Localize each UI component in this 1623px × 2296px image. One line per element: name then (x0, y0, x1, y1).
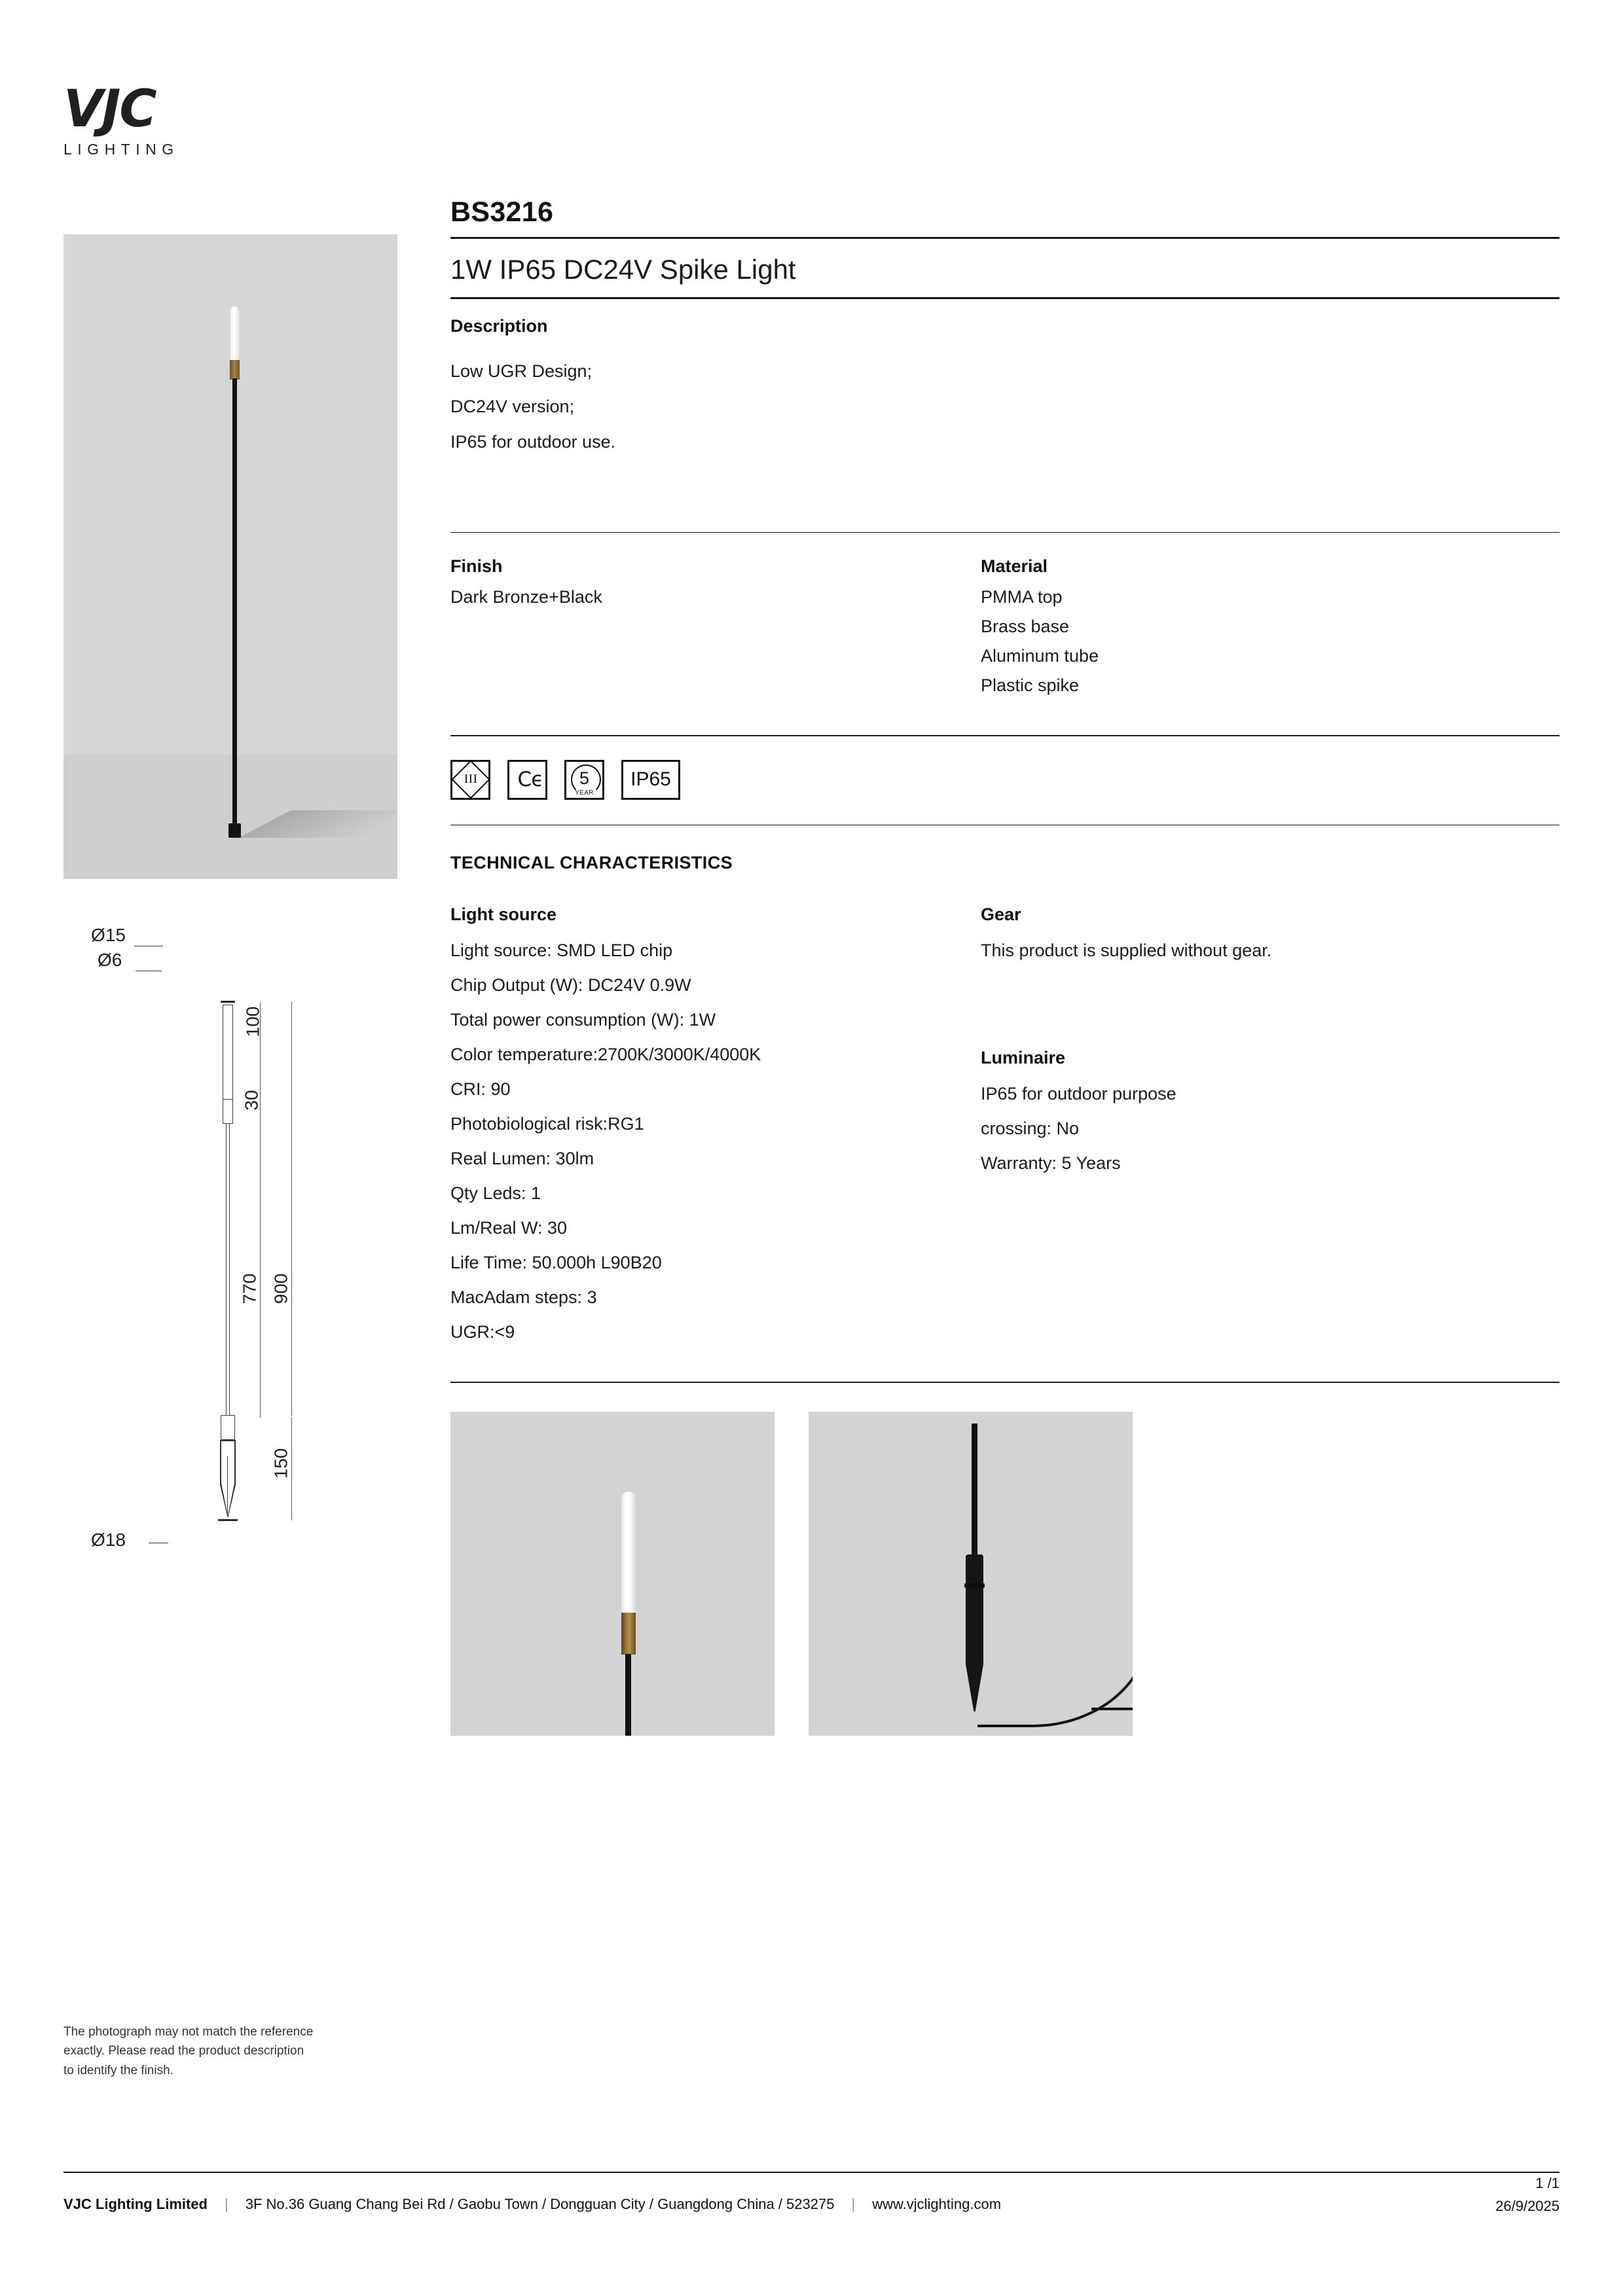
drawing-collar (223, 1100, 233, 1124)
light-source-line-12: UGR:<9 (450, 1322, 515, 1342)
light-source-line-2: Chip Output (W): DC24V 0.9W (450, 975, 691, 996)
product-hero-photo (64, 234, 397, 879)
product-code: BS3216 (450, 196, 554, 228)
logo-wordmark: VJC (64, 80, 156, 139)
disclaimer-line-3: to identify the finish. (64, 2063, 173, 2077)
finish-heading: Finish (450, 556, 503, 577)
description-block (450, 299, 1559, 451)
product-brass-collar (230, 360, 240, 380)
dimline-900-upper (291, 1002, 292, 1416)
warranty-years: 5 (579, 768, 590, 788)
divider-before-finish (450, 532, 1559, 533)
light-source-line-6: Photobiological risk:RG1 (450, 1114, 644, 1134)
divider-before-photos (450, 1382, 1559, 1383)
dimline-770 (260, 1123, 261, 1418)
dim-top-outer: Ø15 (91, 925, 126, 945)
detail-diffuser (621, 1492, 636, 1615)
gear-line-1: This product is supplied without gear. (981, 941, 1272, 961)
light-source-line-1: Light source: SMD LED chip (450, 941, 673, 961)
footer-separator-2: | (851, 2196, 856, 2212)
drawing-bottom-cap (218, 1519, 238, 1521)
finish-block (450, 556, 981, 694)
light-source-block (450, 905, 981, 1341)
description-line-1: Low UGR Design; (450, 361, 593, 381)
dim-900: 900 (270, 1273, 291, 1304)
light-source-line-7: Real Lumen: 30lm (450, 1149, 594, 1169)
finish-value: Dark Bronze+Black (450, 587, 602, 607)
product-diffuser (230, 306, 239, 362)
footer-separator-1: | (225, 2196, 228, 2212)
ip-rating-label: IP65 (630, 768, 671, 791)
class-iii-badge (450, 760, 490, 800)
class-iii-diamond-icon (451, 761, 490, 799)
gear-heading: Gear (981, 905, 1021, 925)
technical-row (450, 905, 1559, 1341)
luminaire-heading: Luminaire (981, 1048, 1066, 1068)
footer-company: VJC Lighting Limited (64, 2196, 208, 2212)
light-source-line-5: CRI: 90 (450, 1079, 511, 1100)
detail-spike-pole (972, 1424, 977, 1558)
page-footer (64, 2196, 1559, 2213)
detail-photo-row (450, 1412, 1559, 1736)
light-source-line-8: Qty Leds: 1 (450, 1183, 541, 1204)
detail-cable-tail (1091, 1708, 1133, 1710)
luminaire-line-1: IP65 for outdoor purpose (981, 1084, 1176, 1104)
detail-photo-spike (809, 1412, 1133, 1736)
drawing-spike-centerline (227, 1456, 228, 1515)
footer-address: 3F No.36 Guang Chang Bei Rd / Gaobu Town / Dongguan City / Guangdong China / 523275 (245, 2196, 835, 2212)
luminaire-line-2: crossing: No (981, 1119, 1080, 1139)
product-title: 1W IP65 DC24V Spike Light (450, 253, 796, 285)
detail-photo-head (450, 1412, 775, 1736)
disclaimer-line-1: The photograph may not match the reference (64, 2025, 314, 2039)
footer-meta (1495, 2172, 1559, 2217)
material-heading: Material (981, 556, 1048, 577)
light-source-line-4: Color temperature:2700K/3000K/4000K (450, 1045, 761, 1065)
dim-150: 150 (270, 1448, 291, 1479)
disclaimer-line-2: exactly. Please read the product description (64, 2044, 304, 2058)
light-source-line-3: Total power consumption (W): 1W (450, 1010, 716, 1030)
description-heading: Description (450, 315, 548, 336)
drawing-tube (223, 1005, 233, 1100)
material-item-4: Plastic spike (981, 675, 1080, 696)
footer-website[interactable]: www.vjclighting.com (872, 2196, 1002, 2212)
light-source-line-11: MacAdam steps: 3 (450, 1287, 597, 1308)
material-item-1: PMMA top (981, 587, 1063, 607)
certification-badges (450, 760, 1559, 800)
light-source-line-10: Life Time: 50.000h L90B20 (450, 1253, 662, 1273)
dim-30: 30 (241, 1090, 262, 1111)
detail-spike-head (966, 1554, 983, 1586)
divider-before-badges (450, 735, 1559, 736)
dim-100: 100 (242, 1006, 263, 1037)
technical-drawing (64, 925, 397, 1587)
brand-logo (64, 80, 234, 158)
drawing-rod (226, 1124, 230, 1415)
ip-rating-badge (621, 760, 680, 800)
gear-luminaire-block (981, 905, 1559, 1341)
logo-tagline: LIGHTING (64, 141, 179, 158)
dim-770: 770 (239, 1273, 260, 1304)
dim-base-diameter: Ø18 (91, 1530, 126, 1550)
warranty-badge (564, 760, 604, 800)
material-item-2: Brass base (981, 617, 1070, 637)
description-line-2: DC24V version; (450, 396, 575, 416)
drawing-spike-body (221, 1415, 235, 1440)
finish-material-row (450, 556, 1559, 694)
photo-disclaimer (64, 2022, 378, 2080)
class-iii-label: III (464, 772, 477, 787)
detail-brass-collar (621, 1613, 636, 1655)
ce-mark-icon: Cϵ (511, 768, 543, 792)
dim-top-inner: Ø6 (98, 950, 122, 970)
content-column (450, 196, 1559, 1736)
divider-before-technical (450, 825, 1559, 826)
material-item-3: Aluminum tube (981, 646, 1099, 666)
detail-pole (625, 1654, 631, 1736)
drawing-top-cap (221, 1001, 235, 1003)
light-source-heading: Light source (450, 905, 557, 925)
page-number: 1 /1 (1535, 2175, 1559, 2191)
warranty-icon (568, 763, 601, 796)
footer-divider (64, 2172, 1559, 2173)
luminaire-line-3: Warranty: 5 Years (981, 1153, 1121, 1174)
document-date: 26/9/2025 (1495, 2198, 1559, 2215)
ce-badge (507, 760, 547, 800)
warranty-unit-label: YEAR (575, 789, 594, 797)
technical-title: TECHNICAL CHARACTERISTICS (450, 853, 733, 873)
detail-spike-ring (964, 1583, 985, 1588)
product-base (228, 823, 241, 838)
light-source-line-9: Lm/Real W: 30 (450, 1218, 568, 1238)
description-line-3: IP65 for outdoor use. (450, 431, 616, 452)
material-block (981, 556, 1559, 694)
product-pole (232, 378, 237, 830)
